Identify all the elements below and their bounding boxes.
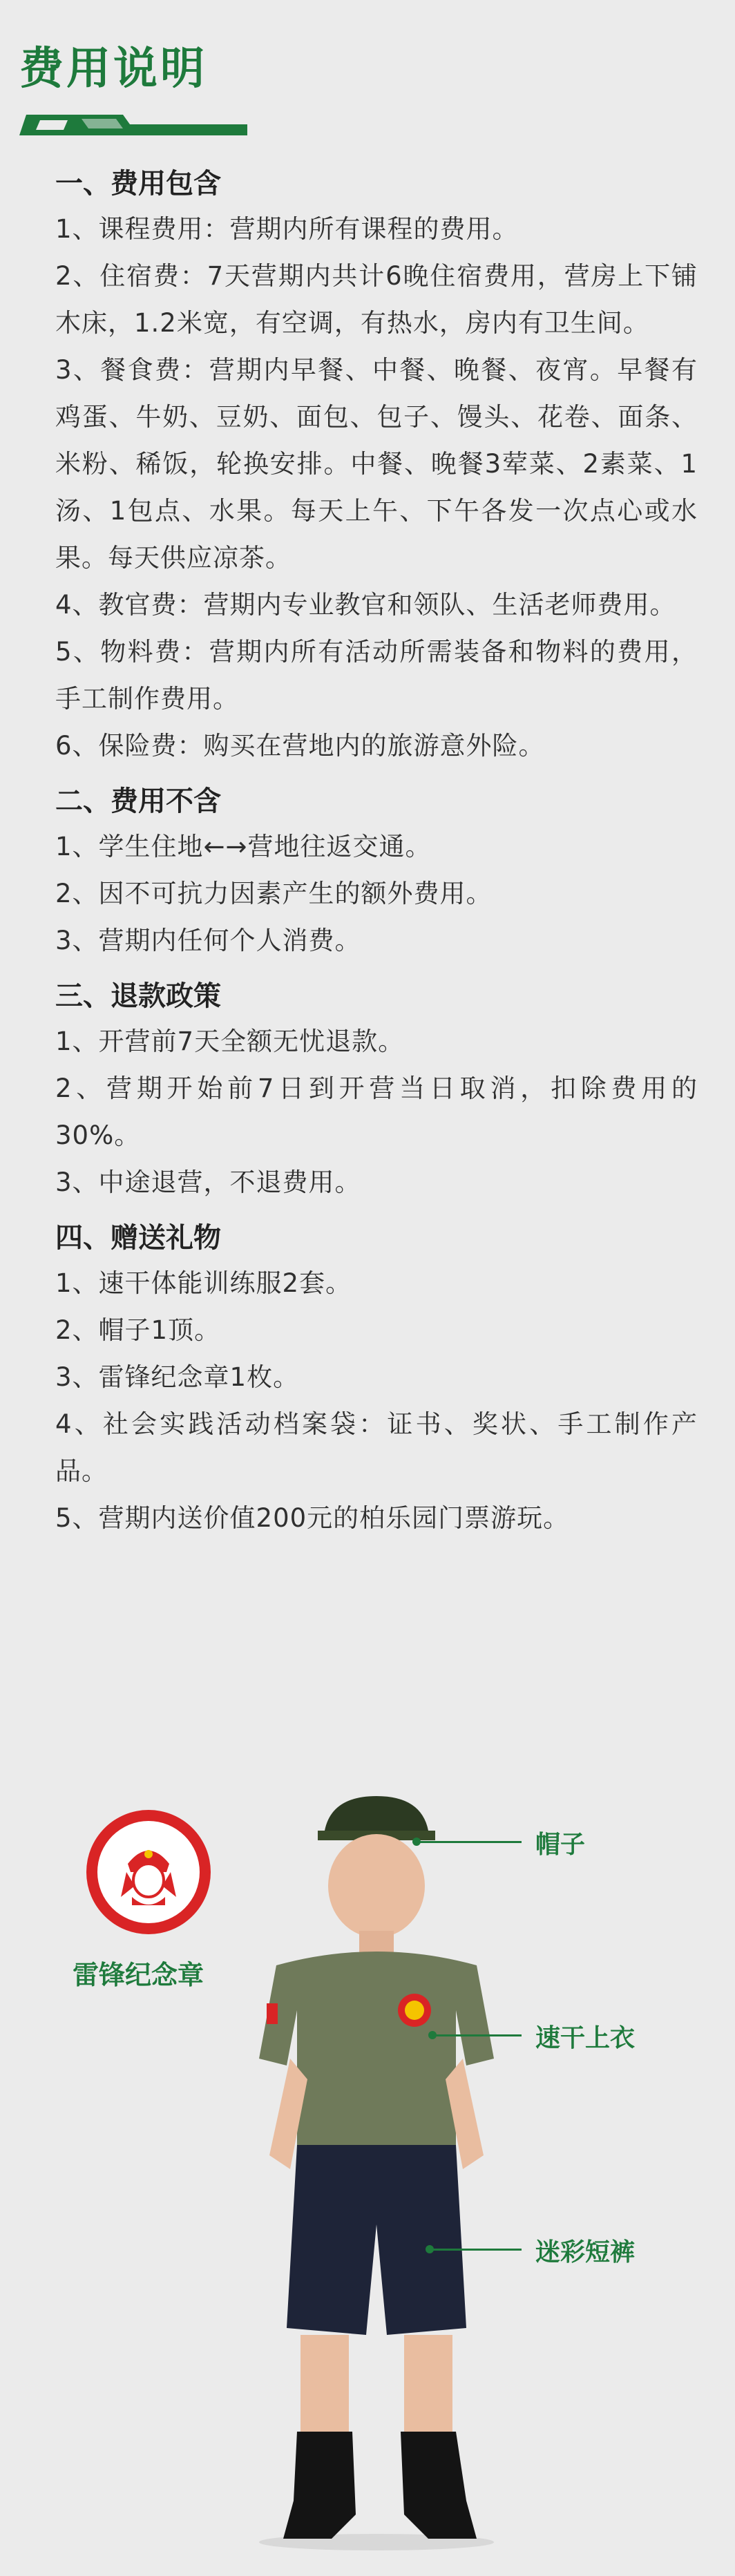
shorts-callout-line — [432, 2249, 522, 2251]
page-title: 费用说明 — [19, 44, 207, 95]
list-item: 5、物料费：营期内所有活动所需装备和物料的费用，手工制作费用。 — [55, 637, 698, 714]
section-heading: 四、赠送礼物 — [55, 1222, 221, 1254]
list-item: 3、营期内任何个人消费。 — [55, 926, 361, 955]
list-item: 3、中途退营，不退费用。 — [55, 1167, 361, 1197]
list-item: 3、餐食费：营期内早餐、中餐、晚餐、夜宵。早餐有鸡蛋、牛奶、豆奶、面包、包子、馒头、花卷、面条、米粉、稀饭，轮换安排。中餐、晚餐3荤菜、2素菜、1汤、1包点、水果。每天上午、下午各发一次点心或水果。每天供应凉茶。 — [55, 355, 698, 573]
list-item: 3、雷锋纪念章1枚。 — [55, 1362, 300, 1392]
list-item: 2、营期开始前7日到开营当日取消，扣除费用的30%。 — [55, 1074, 698, 1150]
list-item: 1、学生住地←→营地往返交通。 — [55, 832, 432, 861]
section-heading: 三、退款政策 — [55, 980, 221, 1012]
shirt-label: 速干上衣 — [535, 2024, 636, 2052]
memorial-badge-icon — [86, 1810, 211, 1934]
list-item: 4、社会实践活动档案袋：证书、奖状、手工制作产品。 — [55, 1409, 698, 1486]
section-included — [55, 162, 698, 770]
gift-photo-area — [0, 1768, 735, 2576]
list-item: 2、因不可抗力因素产生的额外费用。 — [55, 879, 493, 908]
title-block — [19, 33, 268, 123]
child-in-uniform-illustration — [228, 1782, 518, 2556]
list-item: 2、住宿费：7天营期内共计6晚住宿费用，营房上下铺木床，1.2米宽，有空调，有热水，房内有卫生间。 — [55, 261, 698, 338]
list-item: 1、课程费用：营期内所有课程的费用。 — [55, 214, 519, 244]
section-gifts — [55, 1216, 698, 1542]
shirt-callout-line — [435, 2034, 522, 2036]
list-item: 6、保险费：购买在营地内的旅游意外险。 — [55, 731, 545, 761]
content — [55, 152, 698, 1542]
title-underline-decoration — [19, 115, 247, 149]
section-refund — [55, 974, 698, 1206]
hat-label: 帽子 — [535, 1831, 586, 1859]
hat-callout-line — [418, 1841, 522, 1843]
list-item: 4、教官费：营期内专业教官和领队、生活老师费用。 — [55, 590, 676, 620]
list-item: 2、帽子1顶。 — [55, 1315, 221, 1345]
list-item: 1、速干体能训练服2套。 — [55, 1268, 352, 1298]
section-heading: 二、费用不含 — [55, 785, 221, 817]
shorts-label: 迷彩短裤 — [535, 2238, 636, 2267]
section-excluded — [55, 779, 698, 964]
list-item: 1、开营前7天全额无忧退款。 — [55, 1027, 405, 1056]
section-heading: 一、费用包含 — [55, 168, 221, 200]
list-item: 5、营期内送价值200元的柏乐园门票游玩。 — [55, 1503, 570, 1533]
badge-label: 雷锋纪念章 — [73, 1960, 204, 1990]
